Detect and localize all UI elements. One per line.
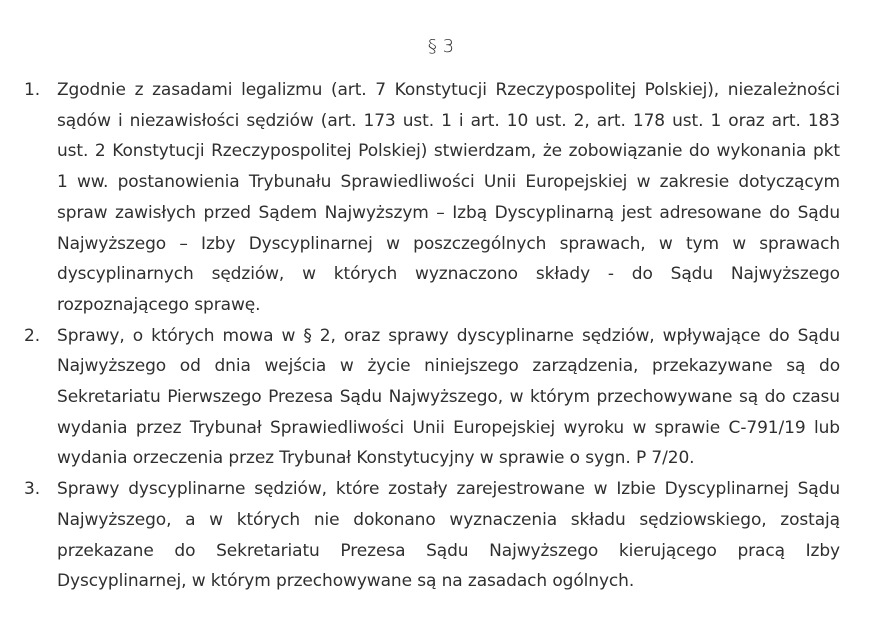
list-item <box>0 75 840 321</box>
list-item-number: 3. <box>24 479 41 500</box>
list-item-number: 2. <box>24 325 41 346</box>
list-item-text: Sprawy dyscyplinarne sędziów, które zostały zarejestrowane w Izbie Dyscyplinarnej Sądu Najwyższego, a w których nie dokonano wyznaczenia składu sędziowskiego, zostają przekazane do Sekretariatu Prezesa Sądu Najwyższego kierującego pracą Izby Dyscyplinarnej, w którym przechowywane są na zasadach ogólnych. <box>57 479 840 592</box>
list-item <box>0 321 840 475</box>
list-item-text: Sprawy, o których mowa w § 2, oraz sprawy dyscyplinarne sędziów, wpływające do Sądu Najwyższego od dnia wejścia w życie niniejszego zarządzenia, przekazywane są do Sekretariatu Pierwszego Prezesa Sądu Najwyższego, w którym przechowywane są do czasu wydania przez Trybunał Sprawiedliwości Unii Europejskiej wyroku w sprawie C-791/19 lub wydania orzeczenia przez Trybunał Konstytucyjny w sprawie o sygn. P 7/20. <box>57 325 840 469</box>
list-item-text: Zgodnie z zasadami legalizmu (art. 7 Konstytucji Rzeczypospolitej Polskiej), niezależności sądów i niezawisłości sędziów (art. 173 ust. 1 i art. 10 ust. 2, art. 178 ust. 1 oraz art. 183 ust. 2 Konstytucji Rzeczypospolitej Polskiej) stwierdzam, że zobowiązanie do wykonania pkt 1 ww. postanowienia Trybunału Sprawiedliwości Unii Europejskiej w zakresie dotyczącym spraw zawisłych przed Sądem Najwyższym – Izbą Dyscyplinarną jest adresowane do Sądu Najwyższego – Izby Dyscyplinarnej w poszczególnych sprawach, w tym w sprawach dyscyplinarnych sędziów, w których wyznaczono składy - do Sądu Najwyższego rozpoznającego sprawę. <box>57 80 840 315</box>
list-item <box>0 474 840 597</box>
list-item-number: 1. <box>24 80 41 100</box>
numbered-list <box>0 75 882 597</box>
section-heading: § 3 <box>427 36 455 57</box>
